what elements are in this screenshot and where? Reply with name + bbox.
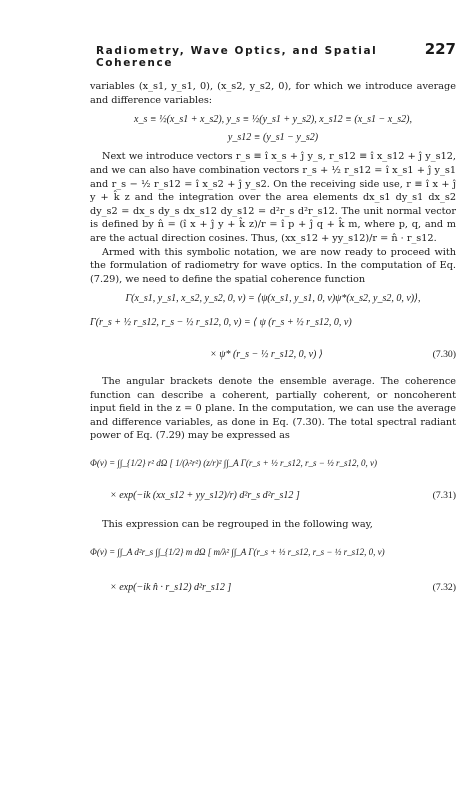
- equation-line: × ψ* (r_s − ½ r_s12, 0, ν) ⟩: [210, 348, 323, 360]
- equation-average-difference: [90, 113, 456, 144]
- equation-7-30: [90, 316, 456, 361]
- equation-number: (7.32): [432, 582, 456, 594]
- equation-line: × exp(−ik (xx_s12 + yy_s12)/r) d²r_s d²r_s12 ]: [110, 489, 300, 501]
- paragraph-regrouped: This expression can be regrouped in the following way,: [102, 519, 373, 531]
- equation-line: Φ(ν) = ∫∫_{1/2} r² dΩ [ 1/(λ²r²) (z/r)² ∫∫_A Γ(r_s + ½ r_s12, r_s − ½ r_s12, 0, ν): [90, 458, 378, 469]
- equation-line: Φ(ν) = ∫∫_A d²r_s ∫∫_{1/2} m dΩ [ m/λ² ∫∫_A Γ(r_s + ½ r_s12, r_s − ½ r_s12, 0, ν): [90, 546, 385, 557]
- equation-line: y_s12 ≡ (y_s1 − y_s2): [227, 131, 319, 143]
- paragraph-armed: Armed with this symbolic notation, we are now ready to proceed with the formulation of radiometry for wave optics. In the computation of Eq. (7.29), we need to define the spatial coherence function: [90, 246, 456, 285]
- page-number: 227: [424, 40, 456, 58]
- equation-line: Γ(r_s + ½ r_s12, r_s − ½ r_s12, 0, ν) = ⟨ ψ (r_s + ½ r_s12, 0, ν): [90, 316, 352, 328]
- paragraph-vectors: Next we introduce vectors r_s ≡ î x_s + ĵ y_s, r_s12 ≡ î x_s12 + ĵ y_s12, and we can also have combination vectors r_s + ½ r_s12 = î x_s1 + ĵ y_s1 and r_s − ½ r_s12 = î x_s2 + ĵ y_s2. On the receiving side use, r ≡ î x + ĵ y + k̂ z and the integration over the area elements dx_s1 dy_s1 dx_s2 dy_s2 = dx_s dy_s dx_s12 dy_s12 = d²r_s d²r_s12. The unit normal vector is defined by n̂ = (î x + ĵ y + k̂ z)/r = î p + ĵ q + k̂ m, where p, q, and m are the actual direction cosines. Thus, (xx_s12 + yy_s12)/r = n̂ · r_s12.: [90, 151, 456, 244]
- equation-7-32: [90, 546, 456, 595]
- page-body: [90, 80, 456, 601]
- equation-number: (7.31): [432, 489, 456, 501]
- equation-line: Γ(x_s1, y_s1, x_s2, y_s2, 0, ν) = ⟨ψ(x_s1, y_s1, 0, ν)ψ*(x_s2, y_s2, 0, ν)⟩,: [125, 293, 421, 305]
- equation-number: (7.30): [432, 348, 456, 360]
- equation-coherence-definition: [90, 292, 456, 306]
- equation-line: × exp(−ik n̂ · r_s12) d²r_s12 ]: [110, 582, 232, 594]
- page-header: [96, 40, 456, 69]
- paragraph-variables: variables (x_s1, y_s1, 0), (x_s2, y_s2, 0), for which we introduce average and difference variables:: [90, 81, 456, 106]
- paragraph-angular-brackets: The angular brackets denote the ensemble average. The coherence function can describe a coherent, partially coherent, or noncoherent input field in the z = 0 plane. In the computation, we can use the average and difference variables, as done in Eq. (7.30). The total spectral radiant power of Eq. (7.29) may be expressed as: [90, 376, 456, 442]
- equation-7-31: [90, 457, 456, 502]
- equation-line: x_s ≡ ½(x_s1 + x_s2), y_s ≡ ½(y_s1 + y_s2), x_s12 ≡ (x_s1 − x_s2),: [134, 114, 412, 126]
- running-head: Radiometry, Wave Optics, and Spatial Coherence: [96, 45, 378, 69]
